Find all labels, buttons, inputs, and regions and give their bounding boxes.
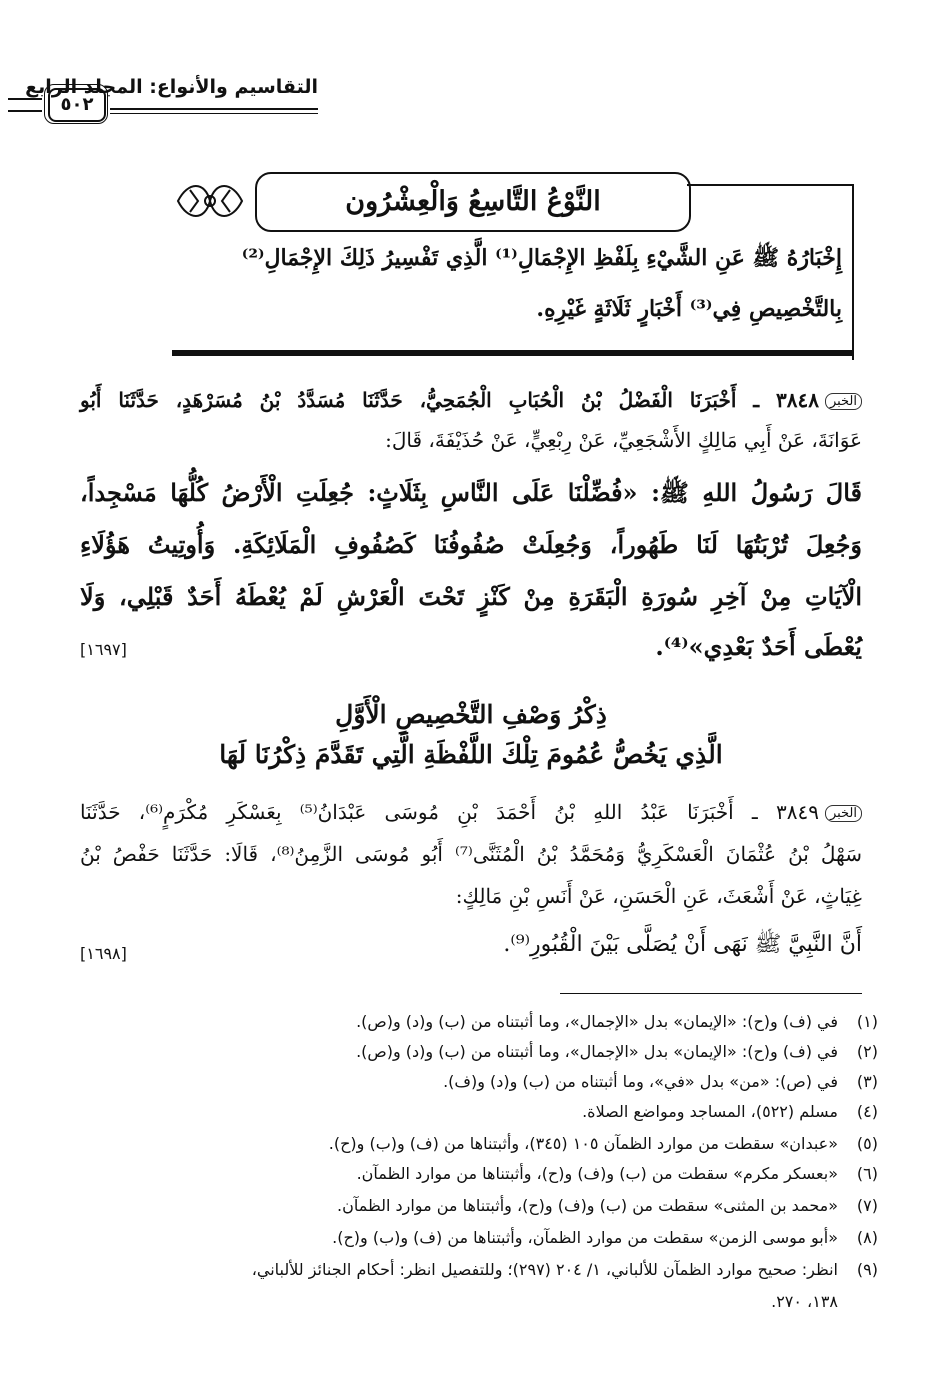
khabar-badge: الخبر xyxy=(825,805,862,822)
chapter-title: النَّوْعُ التَّاسِعُ وَالْعِشْرُون xyxy=(255,172,691,232)
hadith-line: أَنَّ النَّبِيَّ ﷺ نَهَى أَنْ يُصَلَّى بَيْنَ الْقُبُورِ⁽⁹⁾. xyxy=(503,932,862,957)
footnote-rule xyxy=(560,993,862,994)
khabar-badge: الخبر xyxy=(825,393,862,410)
footnote-continuation: ١٣٨، ٢٧٠. xyxy=(771,1292,838,1311)
hadith-reference: [١٦٩٧] xyxy=(80,640,127,659)
hadith-line: يُعْطَى أَحَدٌ بَعْدِي»⁽⁴⁾. xyxy=(655,632,862,661)
hadith-line: الْآيَاتِ مِنْ آخِرِ سُورَةِ الْبَقَرَةِ مِنْ كَنْزٍ تَحْتَ الْعَرْشِ لَمْ يُعْطَهُ أَحَدٌ قَبْلِي، وَلَا xyxy=(80,582,862,611)
running-title: التقاسيم والأنواع: المجلد الرابع xyxy=(25,76,318,98)
hadith-line: غِيَاثٍ، عَنْ أَشْعَثَ، عَنِ الْحَسَنِ، عَنْ أَنَسِ بْنِ مَالِكٍ: xyxy=(455,884,862,908)
hadith-line: سَهْلُ بْنُ عُثْمَانَ الْعَسْكَرِيُّ وَمُحَمَّدُ بْنُ الْمُثَنَّى⁽⁷⁾ أَبُو مُوسَى الزَّمِنُ⁽⁸⁾، قَالَا: حَدَّثَنَا حَفْصُ بْنُ xyxy=(80,842,862,866)
header-bars xyxy=(8,98,42,112)
page-number: ٥٠٢ xyxy=(48,88,106,122)
footnote: (٦)«بعسكر مكرم» سقطت من (ب) و(ف) و(ح)، وأثبتناها من موارد الظمآن. xyxy=(356,1164,878,1183)
header-rule xyxy=(110,108,318,110)
footnote: (٧)«محمد بن المثنى» سقطت من (ب) و(ف) و(ح)، وأثبتناها من موارد الظمآن. xyxy=(337,1196,878,1215)
chapter-intro-line: إِخْبَارُهُ ﷺ عَنِ الشَّيْءِ بِلَفْظِ الإِجْمَالِ⁽¹⁾ الَّذِي تَفْسِيرُ ذَلِكَ الإِجْمَالِ⁽²⁾ xyxy=(241,245,842,271)
chapter-intro-line: بِالتَّخْصِيصِ فِي⁽³⁾ أَخْبَارٍ ثَلَاثَةٍ غَيْرِهِ. xyxy=(536,296,842,322)
footnote: (٢)في (ف) و(ح): «الإيمان» بدل «الإجمال»، وما أثبتناه من (ب) و(د) و(ص). xyxy=(356,1042,878,1061)
section-heading: ذِكْرُ وَصْفِ التَّخْصِيصِ الْأَوَّلِ xyxy=(335,700,607,729)
hadith-line xyxy=(80,388,862,412)
header-rule-thin xyxy=(110,113,318,114)
footnote: (٨)«أبو موسى الزمن» سقطت من موارد الظمآن، وأثبتناها من (ف) و(ب) و(ح). xyxy=(332,1228,878,1247)
chapter-side-rule xyxy=(852,184,854,360)
hadith-line xyxy=(80,800,862,824)
hadith-line: وَجُعِلَ تُرْبَتُهَا لَنَا طَهُوراً، وَجُعِلَتْ صُفُوفُنَا كَصُفُوفِ الْمَلَائِكَةِ. وَأُوتِيتُ هَؤُلَاءِ xyxy=(80,530,862,559)
chapter-divider xyxy=(172,350,852,356)
hadith-text: ٣٨٤٨ ـ أَخْبَرَنَا الْفَضْلُ بْنُ الْحُبَابِ الْجُمَحِيُّ، حَدَّثَنَا مُسَدَّدُ بْنُ مُسَرْهَدٍ، حَدَّثَنَا أَبُو xyxy=(80,388,819,412)
section-heading: الَّذِي يَخُصُّ عُمُومَ تِلْكَ اللَّفْظَةِ الَّتِي تَقَدَّمَ ذِكْرُنَا لَهَا xyxy=(219,740,723,769)
ornament-icon xyxy=(170,176,248,226)
hadith-line: قَالَ رَسُولُ اللهِ ﷺ: «فُضِّلْنَا عَلَى النَّاسِ بِثَلَاثٍ: جُعِلَتِ الْأَرْضُ كُلُّهَا مَسْجِداً، xyxy=(80,478,862,507)
hadith-reference: [١٦٩٨] xyxy=(80,944,127,963)
footnote: (١)في (ف) و(ح): «الإيمان» بدل «الإجمال»، وما أثبتناه من (ب) و(د) و(ص). xyxy=(356,1012,878,1031)
footnote: (٩)انظر: صحيح موارد الظمآن للألباني، ١/ ٢٠٤ (٢٩٧)؛ وللتفصيل انظر: أحكام الجنائز للألباني، xyxy=(251,1260,878,1279)
hadith-line: عَوَانَةَ، عَنْ أَبِي مَالِكٍ الأَشْجَعِيِّ، عَنْ رِبْعِيٍّ، عَنْ حُذَيْفَةَ، قَالَ: xyxy=(385,428,862,452)
footnote: (٤)مسلم (٥٢٢)، المساجد ومواضع الصلاة. xyxy=(582,1102,878,1121)
footnote: (٣)في (ص): «من» بدل «في»، وما أثبتناه من (ب) و(د) و(ف). xyxy=(443,1072,878,1091)
hadith-text: ٣٨٤٩ ـ أَخْبَرَنَا عَبْدُ اللهِ بْنُ أَحْمَدَ بْنِ مُوسَى عَبْدَانُ⁽⁵⁾ بِعَسْكَرِ مُكْرَمٍ⁽⁶⁾، حَدَّثَنَا xyxy=(80,800,819,824)
chapter-top-rule xyxy=(687,184,852,186)
footnote: (٥)«عبدان» سقطت من موارد الظمآن ١٠٥ (٣٤٥)، وأثبتناها من (ف) و(ب) و(ح). xyxy=(328,1134,878,1153)
